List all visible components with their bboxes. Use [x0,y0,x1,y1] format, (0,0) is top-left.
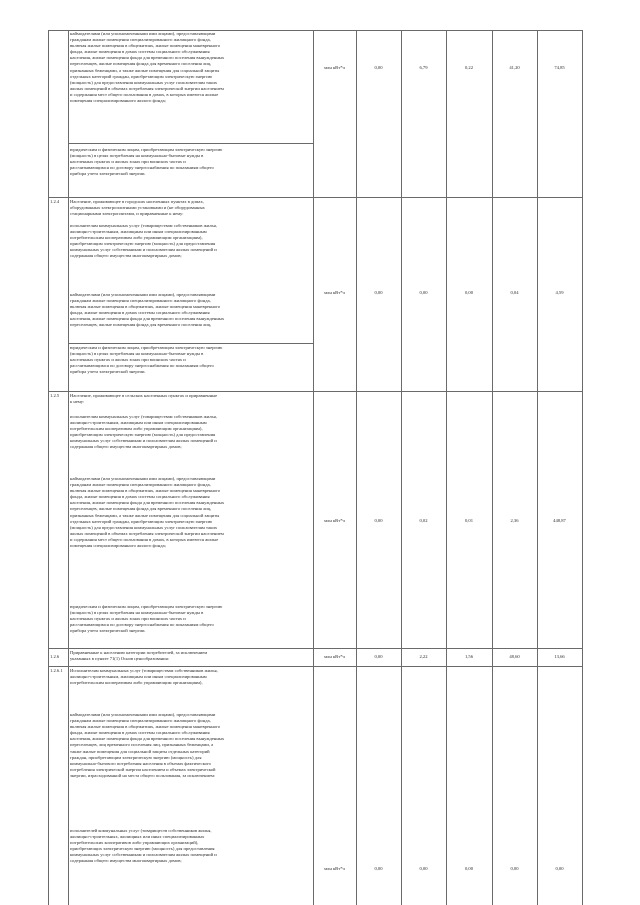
value-cell: 6,79 [419,65,428,70]
row-separator [48,391,582,392]
value-cell: 0,00 [374,866,383,871]
row-text-paragraph: наймодателями (или уполномоченными ими лицами), предоставляющими гражданам жилые помещения специализированного жилищного фонда, включая жилые помещения в общежитиях, жилые помещения маневренного фонда, жилые помещения в домах системы социального обслуживания населения, жилые помещения фонда для временного поселения вынужденных переселенцев, жилые помещения фонда для временного поселения лиц, [70,292,225,328]
value-cell: 448,87 [553,518,566,523]
row-text-paragraph: Приравненные к населению категории потребителей, за исключением указанных в пункте 71(1) Основ ценообразования: [70,650,208,662]
row-separator [48,666,582,667]
value-cell: 0,00 [374,290,383,295]
value-cell: 0,00 [464,866,474,871]
unit-cell: млн кВт*ч [324,518,345,523]
value-cell: 1,56 [464,654,474,659]
value-cell: 0,04 [510,290,519,295]
value-cell: 0,00 [510,866,519,871]
value-cell: 0,00 [555,866,564,871]
table-border-right [582,30,583,905]
value-cell: 41,20 [509,65,520,70]
col-divider-v1 [401,30,402,905]
value-cell: 0,00 [419,290,428,295]
value-cell: 2,36 [510,518,519,523]
value-cell: 0,00 [464,290,474,295]
value-cell: 4,59 [555,290,564,295]
row-number: 1.2.5 [50,393,60,398]
value-cell: 0,00 [419,866,428,871]
value-cell: 48,60 [509,654,520,659]
row-text-paragraph: юридическим и физическим лицам, приобретающим электрическую энергию (мощность) в целях потребления на коммунально-бытовые нужды в населенных пунктах и жилых зонах при воинских частях и рассчитывающимся по договору энергоснабжения по показаниям общего прибора учета электрической энергии. [70,345,223,375]
row-number: 1.2.4 [50,199,60,204]
col-divider-v3 [492,30,493,905]
col-divider-v2 [446,30,447,905]
row-text-paragraph: наймодателями (или уполномоченными ими лицами), предоставляющими гражданам жилые помещения специализированного жилищного фонда, включая жилые помещения в общежитиях, жилые помещения маневренного фонда, жилые помещения в домах системы социального обслуживания населения, жилые помещения фонда для временного поселения вынужденных переселенцев, лиц временного поселения лиц, признанных беженцами, а также жилые помещения для социальной защиты отдельных категорий граждан, приобретающим электрическую энергию (мощность) для коммунально-бытового потребления населения в объемах фактического потребления электрической энергии населением и объемах электрической энергии, израсходованной на места общего пользования, за исключением: [70,712,225,778]
value-cell: 13,66 [554,654,565,659]
col-divider-id [68,30,69,905]
row-number: 1.2.6 [50,654,60,659]
sub-row-separator [68,343,313,344]
row-text-paragraph: юридическим и физическим лицам, приобретающим электрическую энергию (мощность) в целях потребления на коммунально-бытовые нужды в населенных пунктах и жилых зонах при воинских частях и рассчитывающимся по договору энергоснабжения по показаниям общего прибора учета электрической энергии. [70,147,223,177]
col-divider-name [313,30,314,905]
value-cell: 0,01 [464,518,474,523]
col-divider-unit [356,30,357,905]
sub-row-separator [68,143,313,144]
unit-cell: млн кВт*ч [324,290,345,295]
row-text-paragraph: Население, проживающее в сельских населенных пунктах и приравненные к нему: [70,393,218,405]
row-text-paragraph: наймодателями (или уполномоченными ими лицами), предоставляющими гражданам жилые помещения специализированного жилищного фонда, включая жилые помещения в общежитиях, жилые помещения маневренного фонда, жилые помещения в домах системы социального обслуживания населения, жилые помещения фонда для временного поселения вынужденных переселенцев, жилые помещения фонда для временного поселения лиц, признанных беженцами, а также жилые помещения для социальной защиты отдельных категорий граждан, приобретающим электрическую энергию (мощность) для предоставления коммунальных услуг пользователям таких жилых помещений в объемах потребления электрической энергии населением и содержания мест общего пользования в домах, в которых имеются жилые помещения специализированного жилого фонда; [70,31,225,104]
value-cell: 0,00 [374,654,383,659]
row-text-paragraph: наймодателями (или уполномоченными ими лицами), предоставляющими гражданам жилые помещения специализированного жилищного фонда, включая жилые помещения в общежитиях, жилые помещения маневренного фонда, жилые помещения в домах системы социального обслуживания населения, жилые помещения фонда для временного поселения вынужденных переселенцев, жилые помещения фонда для временного поселения лиц, признанных беженцами, а также жилые помещения для социальной защиты отдельных категорий граждан, приобретающим электрическую энергию (мощность) для предоставления коммунальных услуг пользователям таких жилых помещений в объемах потребления электрической энергии населением и содержания мест общего пользования в домах, в которых имеются жилые помещения специализированного жилого фонда; [70,476,225,549]
row-text-paragraph: исполнителям коммунальных услуг (товариществам собственников жилья, жилищно-строительным, жилищным или иным специализированным потребительским кооперативам либо управляющим организациям), приобретающим электрическую энергию (мощность) для предоставления коммунальных услуг собственникам и пользователям жилых помещений и содержания общего имущества многоквартирных домов; [70,414,217,450]
row-text-paragraph: Исполнителям коммунальных услуг (товариществам собственников жилья, жилищно-строительным, жилищным или иным специализированным потребительским кооперативам либо управляющим организациям), [70,668,218,686]
unit-cell: млн кВт*ч [324,65,345,70]
value-cell: 0,22 [464,65,474,70]
value-cell: 0,00 [374,518,383,523]
row-separator [48,197,582,198]
unit-cell: млн кВт*ч [324,654,345,659]
value-cell: 74,85 [554,65,565,70]
table-border-left [48,30,49,905]
row-text-paragraph: исполнителей коммунальных услуг (товариществ собственников жилья, жилищно-строительных, жилищных или иных специализированных потребительских кооперативов либо управляющих организаций), приобретающих электрическую энергию (мощность) для предоставления коммунальных услуг собственникам и пользователям жилых помещений и содержания общего имущества многоквартирных домов; [70,828,217,864]
row-separator [48,648,582,649]
row-number: 1.2.6.1 [50,668,63,673]
unit-cell: млн кВт*ч [324,866,345,871]
row-text-paragraph: Население, проживающее в городских населенных пунктах в домах, оборудованных электроплитными установками и (не оборудованных стационарными электроплитами, и приравненные к нему: [70,199,205,217]
value-cell: 0,00 [374,65,383,70]
row-text-paragraph: исполнителям коммунальных услуг (товариществам собственников жилья, жилищно-строительным, жилищным или иным специализированным потребительским кооперативам либо управляющим организациям), приобретающим электрическую энергию (мощность) для предоставления коммунальных услуг собственникам и пользователям жилых помещений и содержания общего имущества многоквартирных домов; [70,223,217,259]
value-cell: 0,02 [419,518,428,523]
value-cell: 2,22 [419,654,428,659]
col-divider-v4 [537,30,538,905]
row-text-paragraph: юридическим и физическим лицам, приобретающим электрическую энергию (мощность) в целях потребления на коммунально-бытовые нужды в населенных пунктах и жилых зонах при воинских частях и рассчитывающимся по договору энергоснабжения по показаниям общего прибора учета электрической энергии. [70,604,223,634]
